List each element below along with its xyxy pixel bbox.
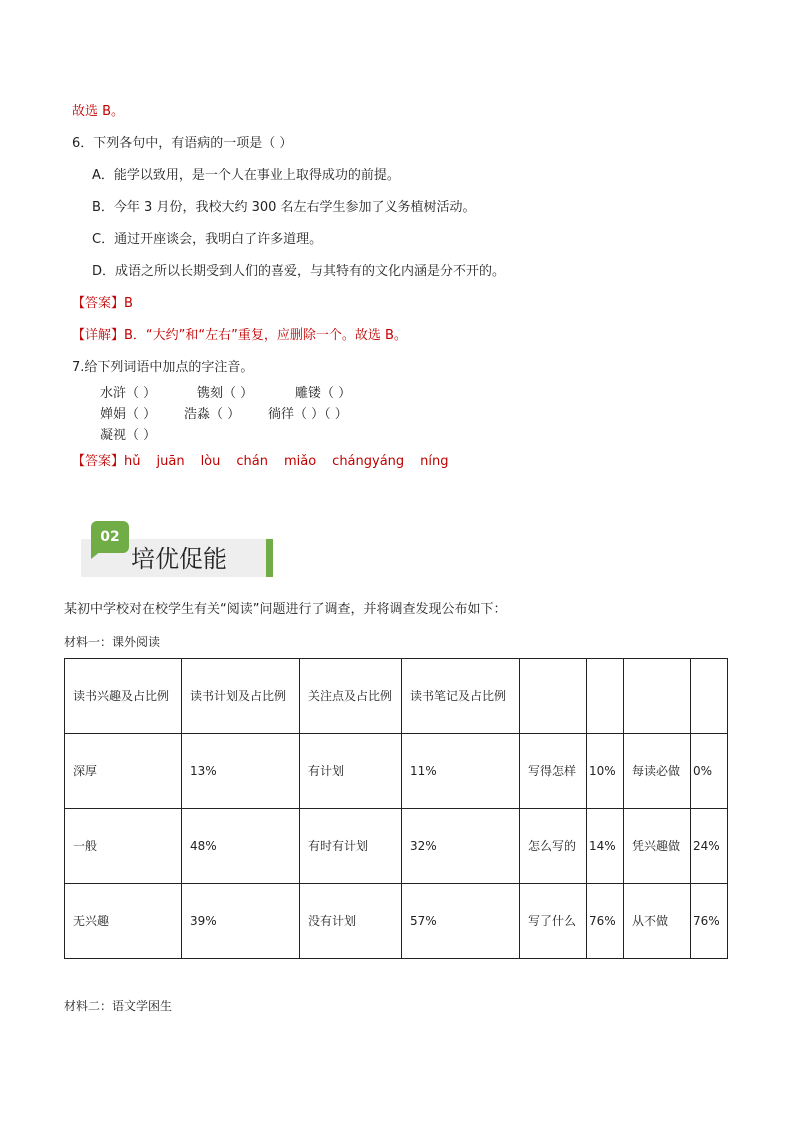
table-cell: 无兴趣 (65, 884, 182, 959)
q5-conclusion: 故选 B。 (72, 104, 125, 119)
header-cell: 关注点及占比例 (300, 659, 402, 734)
q7-answer (72, 453, 465, 471)
pinyin-answer: chán (236, 454, 268, 469)
table-cell: 深厚 (65, 734, 182, 809)
table-cell: 76% (691, 884, 728, 959)
q6-option-c: C．通过开座谈会，我明白了许多道理。 (92, 232, 323, 247)
table-row (65, 884, 728, 959)
table-cell: 13% (182, 734, 300, 809)
pinyin-answer: chángyáng (332, 454, 405, 469)
survey-table (64, 658, 728, 959)
table-cell: 没有计划 (300, 884, 402, 959)
pinyin-answer: níng (420, 454, 449, 469)
table-cell: 写得怎样 (520, 734, 587, 809)
q6-option-d: D．成语之所以长期受到人们的喜爱，与其特有的文化内涵是分不开的。 (92, 264, 506, 279)
q6-stem: 6．下列各句中，有语病的一项是（ ） (72, 136, 293, 151)
header-cell (520, 659, 587, 734)
table-cell: 48% (182, 809, 300, 884)
table-row (65, 809, 728, 884)
q6-detail (72, 327, 407, 345)
detail-label: 【详解】 (72, 328, 125, 343)
table-cell: 从不做 (624, 884, 691, 959)
q6-option-b: B．今年 3 月份，我校大约 300 名左右学生参加了义务植树活动。 (92, 200, 476, 215)
q7-word-1: 水浒（ ） (100, 386, 157, 401)
q7-word-5: 浩淼（ ） (184, 407, 241, 422)
table-cell: 凭兴趣做 (624, 809, 691, 884)
table-cell: 14% (587, 809, 624, 884)
table-cell: 32% (402, 809, 520, 884)
answer-label: 【答案】 (72, 454, 125, 469)
section-title: 培优促能 (131, 545, 227, 573)
table-cell: 有时有计划 (300, 809, 402, 884)
section-accent-bar (266, 539, 273, 577)
q7-word-4: 婵娟（ ） (100, 407, 157, 422)
section-header (81, 521, 273, 577)
pinyin-answer: lòu (200, 454, 221, 469)
survey-intro: 某初中学校对在校学生有关“阅读”问题进行了调查，并将调查发现公布如下： (64, 602, 507, 617)
pinyin-answer: miǎo (283, 454, 317, 469)
table-row (65, 734, 728, 809)
table-cell: 有计划 (300, 734, 402, 809)
material-one-label: 材料一：课外阅读 (64, 635, 161, 649)
section-number-badge: 02 (91, 521, 129, 553)
table-cell: 一般 (65, 809, 182, 884)
q6-answer (72, 295, 133, 313)
table-cell: 76% (587, 884, 624, 959)
material-two-label: 材料二：语文学困生 (64, 999, 173, 1013)
table-cell: 11% (402, 734, 520, 809)
q7-word-2: 镌刻（ ） (197, 386, 254, 401)
table-header-row (65, 659, 728, 734)
table-cell: 每读必做 (624, 734, 691, 809)
pinyin-answer: hǔ (124, 454, 141, 469)
header-cell (624, 659, 691, 734)
table-cell: 0% (691, 734, 728, 809)
header-cell: 读书兴趣及占比例 (65, 659, 182, 734)
table-cell: 怎么写的 (520, 809, 587, 884)
answer-label: 【答案】 (72, 296, 125, 311)
q7-word-6: 徜徉（ ）（ ） (268, 407, 348, 422)
badge-tail-icon (91, 551, 101, 559)
table-cell: 39% (182, 884, 300, 959)
header-cell: 读书计划及占比例 (182, 659, 300, 734)
table-cell: 57% (402, 884, 520, 959)
q7-word-3: 雕镂（ ） (295, 386, 352, 401)
q7-stem: 7.给下列词语中加点的字注音。 (72, 360, 254, 375)
table-cell: 24% (691, 809, 728, 884)
q6-option-a: A．能学以致用，是一个人在事业上取得成功的前提。 (92, 168, 400, 183)
header-cell (691, 659, 728, 734)
table-cell: 10% (587, 734, 624, 809)
detail-text: B．“大约”和“左右”重复，应删除一个。故选 B。 (124, 328, 407, 343)
answer-value: B (124, 296, 133, 311)
header-cell: 读书笔记及占比例 (402, 659, 520, 734)
header-cell (587, 659, 624, 734)
table-cell: 写了什么 (520, 884, 587, 959)
q7-word-7: 凝视（ ） (100, 428, 157, 443)
pinyin-answer: juān (156, 454, 185, 469)
